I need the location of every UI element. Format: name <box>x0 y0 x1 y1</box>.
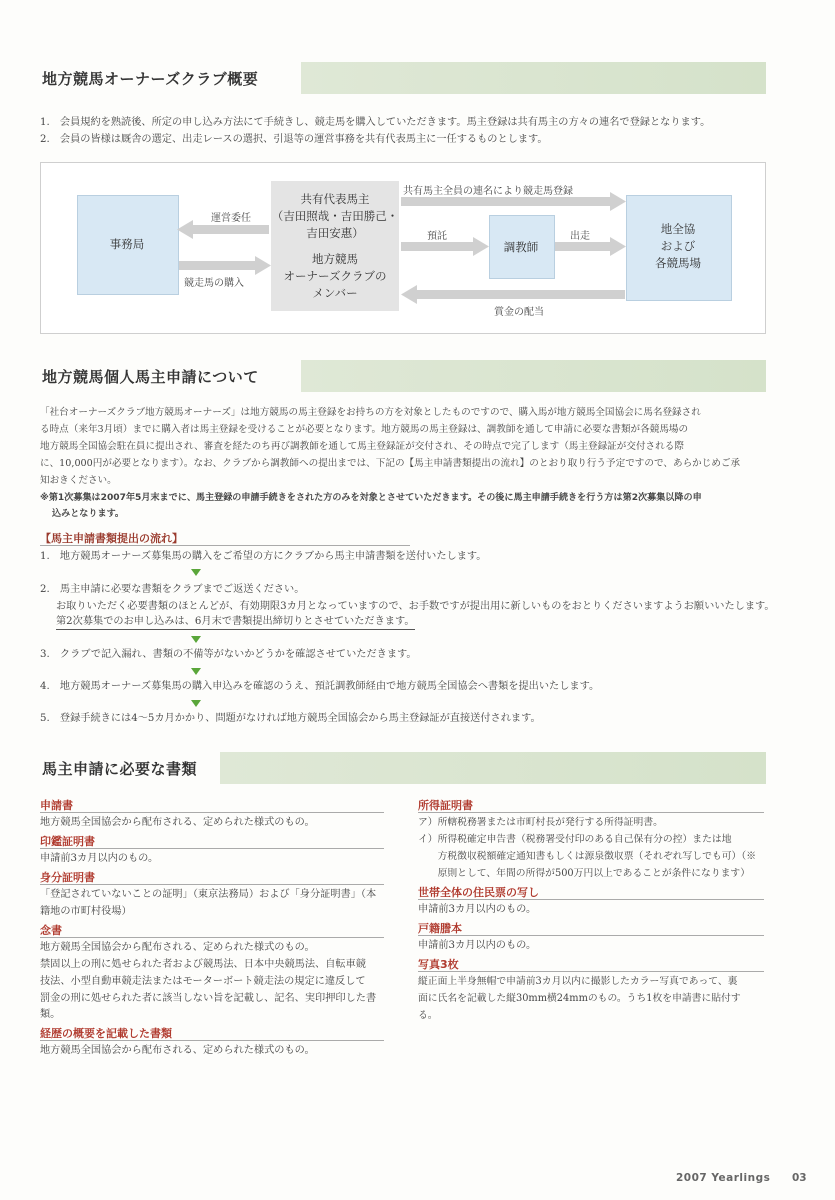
rep-line3: 吉田安惠） <box>306 226 364 240</box>
section-header-individual-owner <box>28 360 766 392</box>
intro-line-3: 地方競馬全国協会駐在員に提出され、審査を経たのち再び調教師を通して馬主登録証が交付され、その時点で完了します（馬主登録証が交付される際 <box>40 441 684 452</box>
label-purchase: 競走馬の購入 <box>184 278 244 289</box>
section-header-overview <box>28 62 766 94</box>
label-delegate: 運営委任 <box>211 213 251 224</box>
label-race: 出走 <box>570 231 590 242</box>
doc-rule <box>418 935 764 936</box>
member-line2: オーナーズクラブの <box>283 269 387 283</box>
doc-seal-title: 印鑑証明書 <box>40 835 95 848</box>
doc-resident-line: 申請前3カ月以内のもの。 <box>418 904 537 915</box>
flow-title: 【馬主申請書類提出の流れ】 <box>40 532 183 545</box>
doc-identity-line-2: 籍地の市町村役場） <box>40 906 132 917</box>
flow-step-2: 2. 馬主申請に必要な書類をクラブまでご返送ください。 <box>40 584 305 595</box>
doc-application-line: 地方競馬全国協会から配布される、定められた様式のもの。 <box>40 817 315 828</box>
assoc-line2: および <box>660 239 696 253</box>
intro-line-1: 「社台オーナーズクラブ地方競馬オーナーズ」は地方競馬の馬主登録をお持ちの方を対象としたものですので、購入馬が地方競馬全国協会に馬名登録され <box>40 407 701 418</box>
doc-income-line-2: イ）所得税確定申告書（税務署受付印のある自己保有分の控）または地 <box>418 834 732 845</box>
doc-income-line-1: ア）所轄税務署または市町村長が発行する所得証明書。 <box>418 817 663 828</box>
flow-arrow-icon <box>191 700 201 707</box>
doc-rule <box>418 971 764 972</box>
doc-photo-title: 写真3枚 <box>418 958 459 971</box>
overview-item-1: 1. 会員規約を熟読後、所定の申し込み方法にて手続きし、競走馬を購入していただきます。馬主登録は共有馬主の方々の連名で登録となります。 <box>40 117 711 128</box>
label-prize: 賞金の配当 <box>494 307 544 318</box>
doc-identity-line-1: 「登記されていないことの証明」（東京法務局）および「身分証明書」（本 <box>40 889 377 900</box>
assoc-line3: 各競馬場 <box>655 256 701 270</box>
doc-rule <box>40 884 384 885</box>
doc-pledge-line-1: 地方競馬全国協会から配布される、定められた様式のもの。 <box>40 942 315 953</box>
section-title: 馬主申請に必要な書類 <box>42 760 198 778</box>
doc-pledge-line-4: 罰金の刑に処せられた者に該当しない旨を記載し、記名、実印押印した書 <box>40 993 377 1004</box>
doc-pledge-line-5: 類。 <box>40 1009 61 1020</box>
flow-diagram <box>40 162 766 334</box>
doc-photo-line-2: 面に氏名を記載した縦30mm横24mmのもの。うち1枚を申請書に貼付す <box>418 993 741 1004</box>
assoc-line1: 地全協 <box>660 222 696 236</box>
rep-line2: （吉田照哉・吉田勝己・ <box>271 209 399 223</box>
doc-application-title: 申請書 <box>40 799 73 812</box>
doc-income-line-4: 原則として、年間の所得が500万円以上であることが条件になります） <box>418 868 751 879</box>
intro-line-2: る時点（来年3月頃）までに購入者は馬主登録を受けることが必要となります。地方競馬の馬主登録は、調教師を通して申請に必要な書類が各競馬場の <box>40 424 689 435</box>
section-header-required-docs <box>28 752 766 784</box>
intro-line-4: に、10,000円が必要となります）。なお、クラブから調教師への提出までは、下記の【馬主申請書類提出の流れ】のとおり取り行う予定ですので、あらかじめご承 <box>40 458 741 469</box>
doc-career-title: 経歴の概要を記載した書類 <box>40 1027 172 1040</box>
doc-rule <box>40 1040 384 1041</box>
doc-resident-title: 世帯全体の住民票の写し <box>418 886 539 899</box>
label-entrust: 預託 <box>427 231 447 242</box>
doc-pledge-line-2: 禁固以上の刑に処せられた者および競馬法、日本中央競馬法、自転車競 <box>40 959 366 970</box>
doc-rule <box>40 937 384 938</box>
intro-line-5: 知おきください。 <box>40 475 117 486</box>
section-title: 地方競馬個人馬主申請について <box>42 368 259 386</box>
doc-pledge-title: 念書 <box>40 924 62 937</box>
doc-rule <box>418 899 764 900</box>
doc-family-title: 戸籍謄本 <box>418 922 462 935</box>
doc-family-line: 申請前3カ月以内のもの。 <box>418 940 537 951</box>
doc-identity-title: 身分証明書 <box>40 871 95 884</box>
doc-career-line: 地方競馬全国協会から配布される、定められた様式のもの。 <box>40 1045 315 1056</box>
flow-arrow-icon <box>191 569 201 576</box>
member-line1: 地方競馬 <box>312 252 358 266</box>
member-line3: メンバー <box>312 286 358 300</box>
flow-arrow-icon <box>191 636 201 643</box>
footer-brand: 2007 Yearlings <box>676 1172 771 1184</box>
doc-rule <box>418 812 764 813</box>
flow-arrow-icon <box>191 668 201 675</box>
overview-item-2: 2. 会員の皆様は厩舎の選定、出走レースの選択、引退等の運営事務を共有代表馬主に一任するものとします。 <box>40 134 548 145</box>
doc-photo-line-1: 縦正面上半身無帽で申請前3カ月以内に撮影したカラー写真であって、裏 <box>418 976 738 987</box>
flow-step-4: 4. 地方競馬オーナーズ募集馬の購入申込みを確認のうえ、預託調教師経由で地方競馬全国協会へ書類を提出いたします。 <box>40 681 600 692</box>
doc-income-title: 所得証明書 <box>418 799 473 812</box>
doc-rule <box>40 812 384 813</box>
note-line-1: ※第1次募集は2007年5月末までに、馬主登録の申請手続きをされた方のみを対象とさせていただきます。その後に馬主申請手続きを行う方は第2次募集以降の申 <box>40 493 702 503</box>
doc-rule <box>40 848 384 849</box>
rep-line1: 共有代表馬主 <box>300 192 370 206</box>
doc-pledge-line-3: 技法、小型自動車競走法またはモーターボート競走法の規定に違反して <box>40 976 366 987</box>
flow-step-2-detail: お取りいただく必要書類のほとんどが、有効期限3カ月となっていますので、お手数ですが提出用に新しいものをおとりくださいますようお願いいたします。 <box>56 601 775 612</box>
trainer-label: 調教師 <box>503 240 539 254</box>
note-line-2: 込みとなります。 <box>52 509 125 519</box>
flow-step-3: 3. クラブで記入漏れ、書類の不備等がないかどうかを確認させていただきます。 <box>40 649 417 660</box>
flow-title-rule <box>40 545 410 546</box>
office-label: 事務局 <box>109 237 145 251</box>
flow-step-2-deadline: 第2次募集でのお申し込みは、6月末で書類提出締切りとさせていただきます。 <box>56 614 415 630</box>
label-register: 共有馬主全員の連名により競走馬登録 <box>403 186 573 197</box>
doc-income-line-3: 方税徴収税額確定通知書もしくは源泉徴収票（それぞれ写しでも可）（※ <box>418 851 756 862</box>
section-title: 地方競馬オーナーズクラブ概要 <box>42 70 259 88</box>
flow-step-1: 1. 地方競馬オーナーズ募集馬の購入をご希望の方にクラブから馬主申請書類を送付いたします。 <box>40 551 487 562</box>
page-number: 03 <box>792 1172 807 1184</box>
flow-step-5: 5. 登録手続きには4～5カ月かかり、問題がなければ地方競馬全国協会から馬主登録証が直接送付されます。 <box>40 713 541 724</box>
doc-seal-line: 申請前3カ月以内のもの。 <box>40 853 159 864</box>
doc-photo-line-3: る。 <box>418 1010 438 1021</box>
